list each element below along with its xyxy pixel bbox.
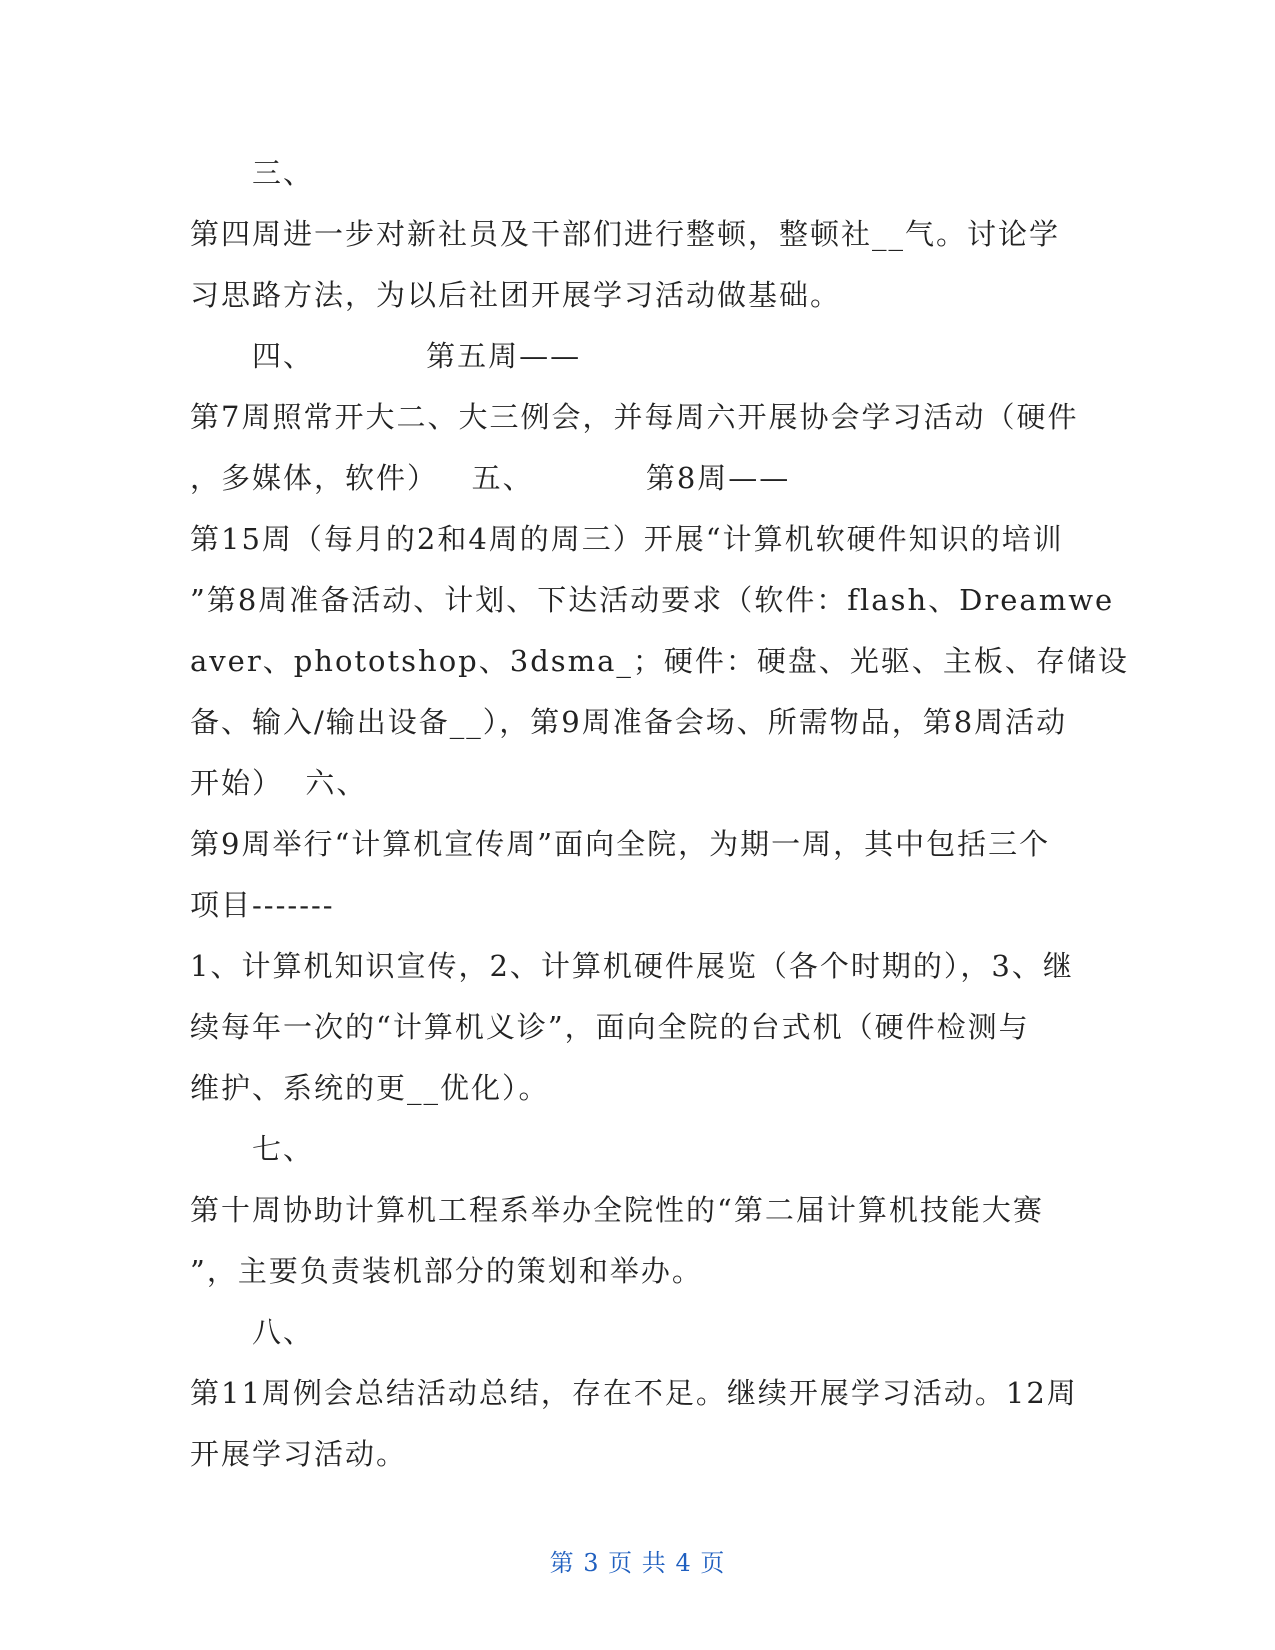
page-number-footer: 第 3 页 共 4 页 — [549, 1549, 726, 1577]
paragraph-line: 第7周照常开大二、大三例会，并每周六开展协会学习活动（硬件 — [190, 400, 1079, 434]
paragraph-line: 1、计算机知识宣传，2、计算机硬件展览（各个时期的），3、继 — [190, 949, 1074, 983]
paragraph-line: 备、输入/输出设备__），第9周准备会场、所需物品，第8周活动 — [190, 705, 1068, 739]
paragraph-line: 开始） 六、 — [190, 766, 368, 800]
paragraph-line: 续每年一次的“计算机义诊”，面向全院的台式机（硬件检测与 — [190, 1010, 1030, 1044]
paragraph-line: 第15周（每月的2和4周的周三）开展“计算机软硬件知识的培训 — [190, 522, 1064, 556]
paragraph-line: 第11周例会总结活动总结，存在不足。继续开展学习活动。12周 — [190, 1376, 1078, 1410]
paragraph-line: 第9周举行“计算机宣传周”面向全院，为期一周，其中包括三个 — [190, 827, 1051, 861]
section-heading-3: 三、 — [252, 156, 315, 190]
paragraph-line: ，多媒体，软件） 五、 第8周—— — [190, 461, 791, 495]
paragraph-line: 维护、系统的更__优化）。 — [190, 1071, 550, 1105]
section-heading-8: 八、 — [252, 1315, 315, 1349]
paragraph-line: ”第8周准备活动、计划、下达活动要求（软件：flash、Dreamwe — [190, 583, 1115, 617]
document-body — [190, 143, 1129, 1485]
paragraph-line: aver、phototshop、3dsma_；硬件：硬盘、光驱、主板、存储设 — [190, 644, 1129, 678]
paragraph-line: ”，主要负责装机部分的策划和举办。 — [190, 1254, 703, 1288]
section-heading-4: 四、 第五周—— — [252, 339, 582, 373]
section-heading-7: 七、 — [252, 1132, 315, 1166]
paragraph-line: 第四周进一步对新社员及干部们进行整顿，整顿社__气。讨论学 — [190, 217, 1061, 251]
paragraph-line: 习思路方法，为以后社团开展学习活动做基础。 — [190, 278, 842, 312]
paragraph-line: 开展学习活动。 — [190, 1437, 408, 1471]
paragraph-line: 项目------- — [190, 888, 335, 922]
paragraph-line: 第十周协助计算机工程系举办全院性的“第二届计算机技能大赛 — [190, 1193, 1044, 1227]
